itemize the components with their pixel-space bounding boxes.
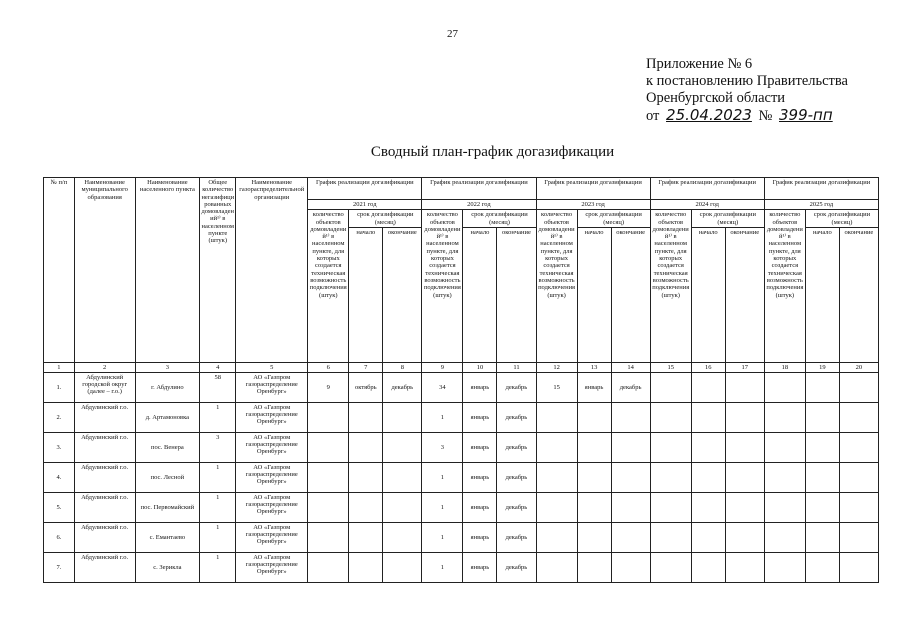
row-municipality: Абдулинский г.о. — [74, 462, 135, 492]
row-y2022-end: декабрь — [497, 402, 536, 432]
row-settlement: с. Емантаево — [135, 522, 200, 552]
header-schedule: График реализации догазификации — [422, 178, 536, 200]
column-number: 16 — [691, 362, 725, 372]
header-objects: количество объектов домовладений¹⁾ в населенном пункте, для которых создается техническая возможность подключения (штук) — [536, 210, 577, 363]
row-empty-cell — [650, 552, 691, 582]
row-y2022-objects: 1 — [422, 462, 463, 492]
row-settlement: пос. Венера — [135, 432, 200, 462]
row-settlement: пос. Первомайский — [135, 492, 200, 522]
row-empty-cell — [764, 372, 805, 402]
row-y2022-start: январь — [463, 462, 497, 492]
row-empty-cell — [764, 522, 805, 552]
row-y2021-start — [349, 492, 383, 522]
row-y2023-end — [611, 402, 650, 432]
row-settlement: г. Абдулино — [135, 372, 200, 402]
row-y2023-start — [577, 462, 611, 492]
column-number: 14 — [611, 362, 650, 372]
row-empty-cell — [650, 402, 691, 432]
header-start: начало — [805, 227, 839, 362]
row-settlement: с. Зерикла — [135, 552, 200, 582]
header-households: Общее количество негазифицированных домовладений¹⁾ в населенном пункте (штук) — [200, 178, 236, 363]
header-start: начало — [349, 227, 383, 362]
row-empty-cell — [725, 492, 764, 522]
column-number: 20 — [839, 362, 878, 372]
row-households: 58 — [200, 372, 236, 402]
row-empty-cell — [839, 552, 878, 582]
row-y2023-end — [611, 522, 650, 552]
row-empty-cell — [805, 432, 839, 462]
column-number: 3 — [135, 362, 200, 372]
row-empty-cell — [839, 402, 878, 432]
header-objects: количество объектов домовладений¹⁾ в населенном пункте, для которых создается техническая возможность подключения (штук) — [650, 210, 691, 363]
row-empty-cell — [650, 492, 691, 522]
column-number: 13 — [577, 362, 611, 372]
row-y2021-start — [349, 462, 383, 492]
row-number: 6. — [44, 522, 75, 552]
row-empty-cell — [839, 372, 878, 402]
row-empty-cell — [691, 522, 725, 552]
table-row — [44, 492, 879, 522]
row-y2021-objects — [308, 552, 349, 582]
row-y2021-end — [383, 462, 422, 492]
row-organization: АО «Газпром газораспределение Оренбург» — [236, 402, 308, 432]
row-number: 5. — [44, 492, 75, 522]
row-y2023-objects: 15 — [536, 372, 577, 402]
plan-table — [43, 177, 879, 583]
row-empty-cell — [691, 552, 725, 582]
header-objects: количество объектов домовладений¹⁾ в населенном пункте, для которых создается техническая возможность подключения (штук) — [764, 210, 805, 363]
row-y2021-start — [349, 432, 383, 462]
row-y2022-end: декабрь — [497, 432, 536, 462]
handwritten-number: 399-пп — [779, 106, 833, 124]
header-year: 2021 год — [308, 200, 422, 210]
row-y2023-end — [611, 492, 650, 522]
row-y2022-objects: 1 — [422, 522, 463, 552]
row-settlement: пос. Лесной — [135, 462, 200, 492]
row-y2023-start — [577, 492, 611, 522]
row-y2021-end — [383, 522, 422, 552]
header-schedule: График реализации догазификации — [308, 178, 422, 200]
header-distributor: Наименование газораспределительной организации — [236, 178, 308, 363]
row-y2021-objects: 9 — [308, 372, 349, 402]
header-term: срок догазификации (месяц) — [349, 210, 422, 228]
row-y2021-end: декабрь — [383, 372, 422, 402]
row-y2023-objects — [536, 432, 577, 462]
table-row — [44, 372, 879, 402]
row-empty-cell — [691, 402, 725, 432]
row-empty-cell — [805, 402, 839, 432]
row-y2023-end — [611, 432, 650, 462]
appendix-line-3: Оренбургской области — [646, 90, 786, 106]
row-y2023-end — [611, 552, 650, 582]
from-prefix: от — [646, 108, 660, 124]
row-y2021-end — [383, 492, 422, 522]
row-y2022-objects: 1 — [422, 552, 463, 582]
header-year: 2025 год — [764, 200, 878, 210]
row-empty-cell — [650, 522, 691, 552]
column-number: 1 — [44, 362, 75, 372]
header-schedule: График реализации догазификации — [650, 178, 764, 200]
row-y2021-objects — [308, 402, 349, 432]
row-households: 1 — [200, 402, 236, 432]
column-number: 12 — [536, 362, 577, 372]
row-y2021-end — [383, 432, 422, 462]
row-y2021-start — [349, 402, 383, 432]
row-y2021-objects — [308, 522, 349, 552]
row-y2022-objects: 1 — [422, 492, 463, 522]
row-empty-cell — [805, 552, 839, 582]
document-title: Сводный план-график догазификации — [370, 144, 615, 160]
row-y2022-objects: 3 — [422, 432, 463, 462]
row-y2023-objects — [536, 522, 577, 552]
row-empty-cell — [725, 372, 764, 402]
row-organization: АО «Газпром газораспределение Оренбург» — [236, 552, 308, 582]
number-prefix: № — [758, 108, 773, 124]
header-year: 2023 год — [536, 200, 650, 210]
header-term: срок догазификации (месяц) — [577, 210, 650, 228]
column-number: 6 — [308, 362, 349, 372]
row-y2023-start — [577, 552, 611, 582]
column-number: 8 — [383, 362, 422, 372]
header-end: окончание — [383, 227, 422, 362]
column-number: 2 — [74, 362, 135, 372]
row-empty-cell — [805, 372, 839, 402]
row-y2023-start — [577, 522, 611, 552]
row-y2022-objects: 1 — [422, 402, 463, 432]
row-organization: АО «Газпром газораспределение Оренбург» — [236, 432, 308, 462]
header-year: 2024 год — [650, 200, 764, 210]
row-y2022-end: декабрь — [497, 372, 536, 402]
row-empty-cell — [839, 462, 878, 492]
row-empty-cell — [691, 372, 725, 402]
row-y2022-end: декабрь — [497, 552, 536, 582]
column-number: 18 — [764, 362, 805, 372]
row-municipality: Абдулинский городской округ (далее – г.о.) — [74, 372, 135, 402]
row-organization: АО «Газпром газораспределение Оренбург» — [236, 372, 308, 402]
row-y2021-end — [383, 402, 422, 432]
header-end: окончание — [497, 227, 536, 362]
column-number: 15 — [650, 362, 691, 372]
row-organization: АО «Газпром газораспределение Оренбург» — [236, 492, 308, 522]
row-y2022-start: январь — [463, 492, 497, 522]
row-number: 2. — [44, 402, 75, 432]
row-y2023-objects — [536, 462, 577, 492]
row-municipality: Абдулинский г.о. — [74, 492, 135, 522]
row-empty-cell — [839, 492, 878, 522]
row-y2022-start: январь — [463, 402, 497, 432]
row-y2021-objects — [308, 462, 349, 492]
row-empty-cell — [650, 372, 691, 402]
header-end: окончание — [611, 227, 650, 362]
header-term: срок догазификации (месяц) — [805, 210, 878, 228]
table-row — [44, 402, 879, 432]
row-empty-cell — [839, 432, 878, 462]
row-y2023-objects — [536, 402, 577, 432]
header-settlement: Наименование населенного пункта — [135, 178, 200, 363]
header-municipality: Наименование муниципального образования — [74, 178, 135, 363]
row-empty-cell — [805, 522, 839, 552]
row-settlement: д. Артамоновка — [135, 402, 200, 432]
header-start: начало — [463, 227, 497, 362]
row-empty-cell — [725, 462, 764, 492]
header-objects: количество объектов домовладений¹⁾ в населенном пункте, для которых создается техническая возможность подключения (штук) — [308, 210, 349, 363]
row-empty-cell — [725, 522, 764, 552]
row-empty-cell — [691, 462, 725, 492]
row-organization: АО «Газпром газораспределение Оренбург» — [236, 462, 308, 492]
appendix-line-1: Приложение № 6 — [646, 56, 753, 72]
page-number: 27 — [447, 28, 458, 40]
row-y2021-end — [383, 552, 422, 582]
row-empty-cell — [764, 432, 805, 462]
header-num: № п/п — [44, 178, 75, 363]
row-number: 1. — [44, 372, 75, 402]
row-empty-cell — [764, 402, 805, 432]
column-number: 7 — [349, 362, 383, 372]
row-y2023-start — [577, 402, 611, 432]
row-empty-cell — [725, 432, 764, 462]
row-empty-cell — [805, 462, 839, 492]
row-y2021-start — [349, 522, 383, 552]
column-number: 11 — [497, 362, 536, 372]
header-term: срок догазификации (месяц) — [691, 210, 764, 228]
header-start: начало — [577, 227, 611, 362]
row-empty-cell — [650, 462, 691, 492]
row-y2022-start: январь — [463, 432, 497, 462]
row-y2022-objects: 34 — [422, 372, 463, 402]
row-y2021-start — [349, 552, 383, 582]
header-end: окончание — [725, 227, 764, 362]
row-empty-cell — [764, 462, 805, 492]
header-end: окончание — [839, 227, 878, 362]
column-number: 5 — [236, 362, 308, 372]
row-empty-cell — [805, 492, 839, 522]
column-number: 10 — [463, 362, 497, 372]
appendix-block — [646, 56, 848, 125]
column-number: 19 — [805, 362, 839, 372]
row-municipality: Абдулинский г.о. — [74, 402, 135, 432]
row-number: 7. — [44, 552, 75, 582]
row-empty-cell — [691, 492, 725, 522]
header-year: 2022 год — [422, 200, 536, 210]
header-schedule: График реализации догазификации — [536, 178, 650, 200]
row-y2022-end: декабрь — [497, 462, 536, 492]
row-households: 1 — [200, 552, 236, 582]
table-row — [44, 462, 879, 492]
row-households: 1 — [200, 492, 236, 522]
column-number: 9 — [422, 362, 463, 372]
row-number: 4. — [44, 462, 75, 492]
row-households: 3 — [200, 432, 236, 462]
row-y2022-end: декабрь — [497, 492, 536, 522]
row-municipality: Абдулинский г.о. — [74, 432, 135, 462]
table-row — [44, 432, 879, 462]
appendix-line-2: к постановлению Правительства — [646, 73, 848, 89]
row-number: 3. — [44, 432, 75, 462]
row-organization: АО «Газпром газораспределение Оренбург» — [236, 522, 308, 552]
row-empty-cell — [725, 402, 764, 432]
row-y2021-objects — [308, 432, 349, 462]
row-y2023-start: январь — [577, 372, 611, 402]
table-row — [44, 552, 879, 582]
appendix-line-4 — [646, 107, 848, 125]
row-y2021-start: октябрь — [349, 372, 383, 402]
row-y2023-end — [611, 462, 650, 492]
row-municipality: Абдулинский г.о. — [74, 552, 135, 582]
header-start: начало — [691, 227, 725, 362]
column-number: 17 — [725, 362, 764, 372]
row-y2023-start — [577, 432, 611, 462]
row-empty-cell — [691, 432, 725, 462]
handwritten-date: 25.04.2023 — [666, 106, 752, 124]
header-schedule: График реализации догазификации — [764, 178, 878, 200]
column-number: 4 — [200, 362, 236, 372]
row-y2023-end: декабрь — [611, 372, 650, 402]
table-row — [44, 522, 879, 552]
row-y2022-start: январь — [463, 372, 497, 402]
header-objects: количество объектов домовладений¹⁾ в населенном пункте, для которых создается техническая возможность подключения (штук) — [422, 210, 463, 363]
header-term: срок догазификации (месяц) — [463, 210, 536, 228]
row-empty-cell — [725, 552, 764, 582]
row-y2021-objects — [308, 492, 349, 522]
row-empty-cell — [764, 552, 805, 582]
row-municipality: Абдулинский г.о. — [74, 522, 135, 552]
row-y2022-start: январь — [463, 552, 497, 582]
row-y2023-objects — [536, 492, 577, 522]
row-y2023-objects — [536, 552, 577, 582]
row-households: 1 — [200, 462, 236, 492]
row-empty-cell — [764, 492, 805, 522]
row-y2022-start: январь — [463, 522, 497, 552]
row-empty-cell — [650, 432, 691, 462]
row-households: 1 — [200, 522, 236, 552]
row-empty-cell — [839, 522, 878, 552]
row-y2022-end: декабрь — [497, 522, 536, 552]
